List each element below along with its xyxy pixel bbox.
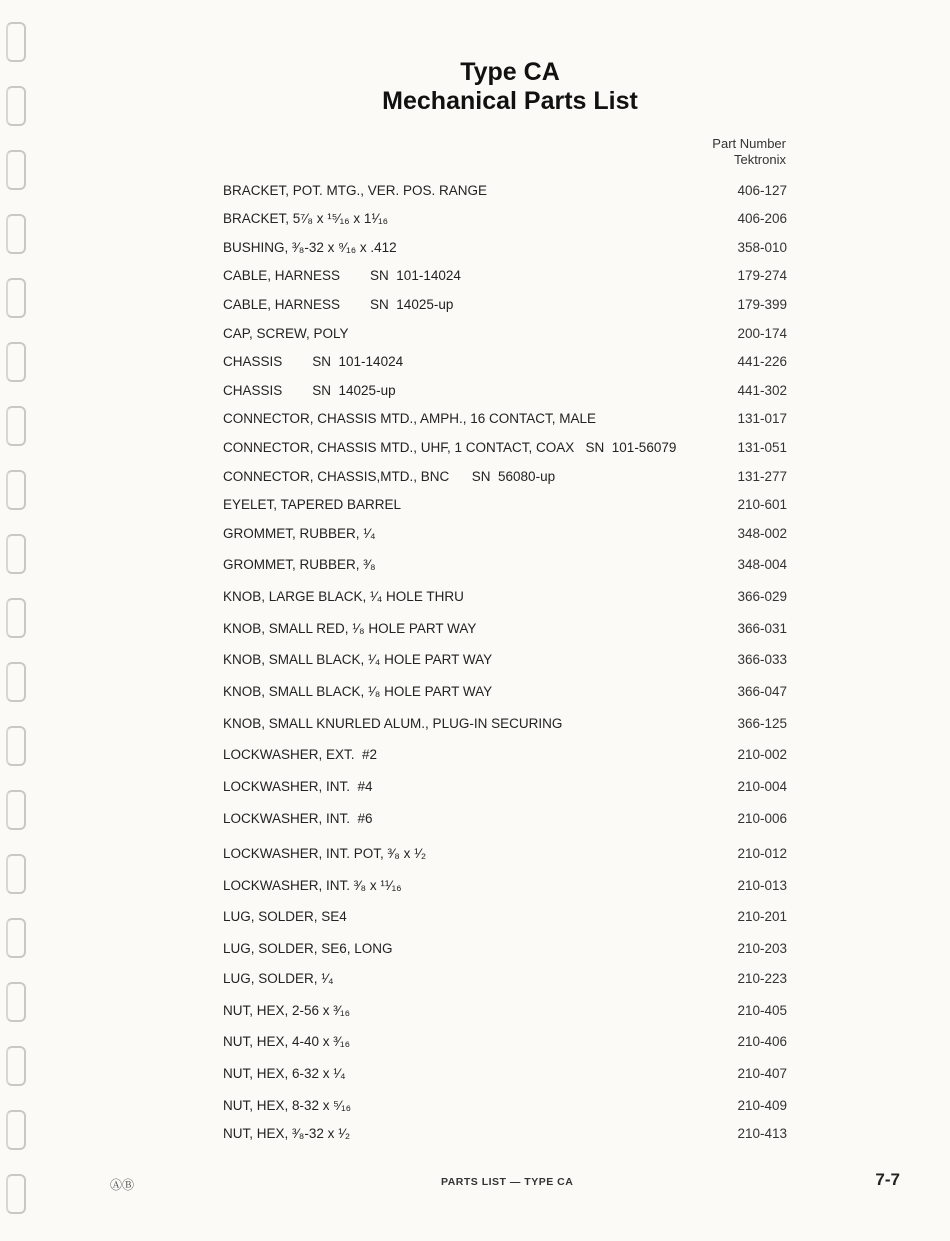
part-row [223,181,787,201]
part-description: CONNECTOR, CHASSIS MTD., AMPH., 16 CONTACT, MALE [223,411,597,426]
part-number: 358-010 [737,240,787,255]
part-number: 210-201 [737,909,787,924]
column-header-part-number: Part Number [712,136,786,151]
binder-hole [6,1174,26,1214]
part-description: LUG, SOLDER, SE4 [223,909,347,924]
part-row [223,352,787,372]
part-description: LOCKWASHER, INT. #4 [223,779,373,794]
part-number: 210-413 [737,1126,787,1141]
part-row [223,745,787,765]
part-row [223,409,787,429]
part-number: 441-302 [737,383,787,398]
part-row [223,1096,787,1116]
part-number: 366-047 [737,684,787,699]
part-row [223,495,787,515]
part-description: LOCKWASHER, EXT. #2 [223,747,378,762]
part-row [223,238,787,258]
part-number: 210-406 [737,1034,787,1049]
part-row [223,1001,787,1021]
part-row [223,844,787,864]
part-number: 210-006 [737,811,787,826]
revision-mark: ⒶⒷ [110,1178,135,1192]
part-description: CABLE, HARNESS SN 101-14024 [223,268,461,283]
part-description: CABLE, HARNESS SN 14025-up [223,297,454,312]
part-row [223,682,787,702]
part-number: 131-051 [737,440,787,455]
part-number: 179-274 [737,268,787,283]
part-row [223,209,787,229]
binder-hole [6,342,26,382]
part-row [223,324,787,344]
part-description: LUG, SOLDER, ¹⁄₄ [223,971,334,986]
part-number: 210-012 [737,846,787,861]
binder-hole [6,214,26,254]
part-description: BUSHING, ³⁄₈-32 x ⁹⁄₁₆ x .412 [223,240,397,255]
part-number: 366-125 [737,716,787,731]
part-description: NUT, HEX, 6-32 x ¹⁄₄ [223,1066,346,1081]
part-description: CHASSIS SN 14025-up [223,383,396,398]
part-description: CHASSIS SN 101-14024 [223,354,404,369]
part-row [223,295,787,315]
part-description: KNOB, SMALL BLACK, ¹⁄₄ HOLE PART WAY [223,652,493,667]
part-number: 366-029 [737,589,787,604]
part-row [223,714,787,734]
part-description: CONNECTOR, CHASSIS,MTD., BNC SN 56080-up [223,469,556,484]
part-row [223,381,787,401]
binder-hole [6,470,26,510]
part-description: CONNECTOR, CHASSIS MTD., UHF, 1 CONTACT, COAX SN 101-56079 [223,440,677,455]
part-number: 210-004 [737,779,787,794]
page-subtitle: Mechanical Parts List [382,87,638,115]
binder-hole [6,22,26,62]
part-row [223,650,787,670]
part-description: LOCKWASHER, INT. POT, ³⁄₈ x ¹⁄₂ [223,846,427,861]
part-description: BRACKET, POT. MTG., VER. POS. RANGE [223,183,488,198]
part-number: 210-601 [737,497,787,512]
part-number: 210-409 [737,1098,787,1113]
part-number: 210-405 [737,1003,787,1018]
binder-hole [6,1110,26,1150]
part-row [223,969,787,989]
part-row [223,587,787,607]
part-number: 366-033 [737,652,787,667]
part-description: GROMMET, RUBBER, ³⁄₈ [223,557,376,572]
part-description: LOCKWASHER, INT. #6 [223,811,373,826]
part-number: 210-407 [737,1066,787,1081]
part-number: 210-203 [737,941,787,956]
binder-hole [6,278,26,318]
part-row [223,939,787,959]
binder-hole [6,790,26,830]
part-number: 406-206 [737,211,787,226]
part-number: 210-013 [737,878,787,893]
part-description: KNOB, SMALL BLACK, ¹⁄₈ HOLE PART WAY [223,684,493,699]
part-description: GROMMET, RUBBER, ¹⁄₄ [223,526,376,541]
part-row [223,619,787,639]
footer-title: PARTS LIST — TYPE CA [441,1176,574,1188]
binder-hole [6,662,26,702]
part-description: KNOB, SMALL RED, ¹⁄₈ HOLE PART WAY [223,621,477,636]
binder-hole [6,982,26,1022]
part-number: 200-174 [737,326,787,341]
binder-hole [6,150,26,190]
part-row [223,1064,787,1084]
part-row [223,524,787,544]
part-description: LOCKWASHER, INT. ³⁄₈ x ¹¹⁄₁₆ [223,878,402,893]
part-description: NUT, HEX, 2-56 x ³⁄₁₆ [223,1003,351,1018]
part-number: 179-399 [737,297,787,312]
binder-hole [6,406,26,446]
part-row [223,777,787,797]
part-row [223,555,787,575]
part-description: NUT, HEX, 8-32 x ⁵⁄₁₆ [223,1098,352,1113]
part-description: EYELET, TAPERED BARREL [223,497,402,512]
part-row [223,907,787,927]
part-number: 441-226 [737,354,787,369]
page-title: Type CA [460,58,560,86]
binder-hole [6,854,26,894]
part-row [223,876,787,896]
part-description: NUT, HEX, 4-40 x ³⁄₁₆ [223,1034,351,1049]
part-description: KNOB, LARGE BLACK, ¹⁄₄ HOLE THRU [223,589,464,604]
part-number: 131-017 [737,411,787,426]
part-number: 406-127 [737,183,787,198]
part-description: BRACKET, 5⁷⁄₈ x ¹⁵⁄₁₆ x 1¹⁄₁₆ [223,211,389,226]
binder-hole [6,534,26,574]
binder-hole [6,1046,26,1086]
part-row [223,1124,787,1144]
binder-hole [6,726,26,766]
part-description: KNOB, SMALL KNURLED ALUM., PLUG-IN SECURING [223,716,563,731]
page-number: 7-7 [875,1170,900,1189]
part-number: 131-277 [737,469,787,484]
binder-hole [6,918,26,958]
part-row [223,438,787,458]
part-row [223,467,787,487]
part-description: NUT, HEX, ³⁄₈-32 x ¹⁄₂ [223,1126,351,1141]
part-number: 210-223 [737,971,787,986]
part-number: 348-004 [737,557,787,572]
part-number: 366-031 [737,621,787,636]
binder-hole [6,598,26,638]
part-description: LUG, SOLDER, SE6, LONG [223,941,393,956]
part-row [223,266,787,286]
part-number: 348-002 [737,526,787,541]
column-header-tektronix: Tektronix [733,152,786,167]
part-row [223,809,787,829]
part-row [223,1032,787,1052]
part-number: 210-002 [737,747,787,762]
part-description: CAP, SCREW, POLY [223,326,349,341]
